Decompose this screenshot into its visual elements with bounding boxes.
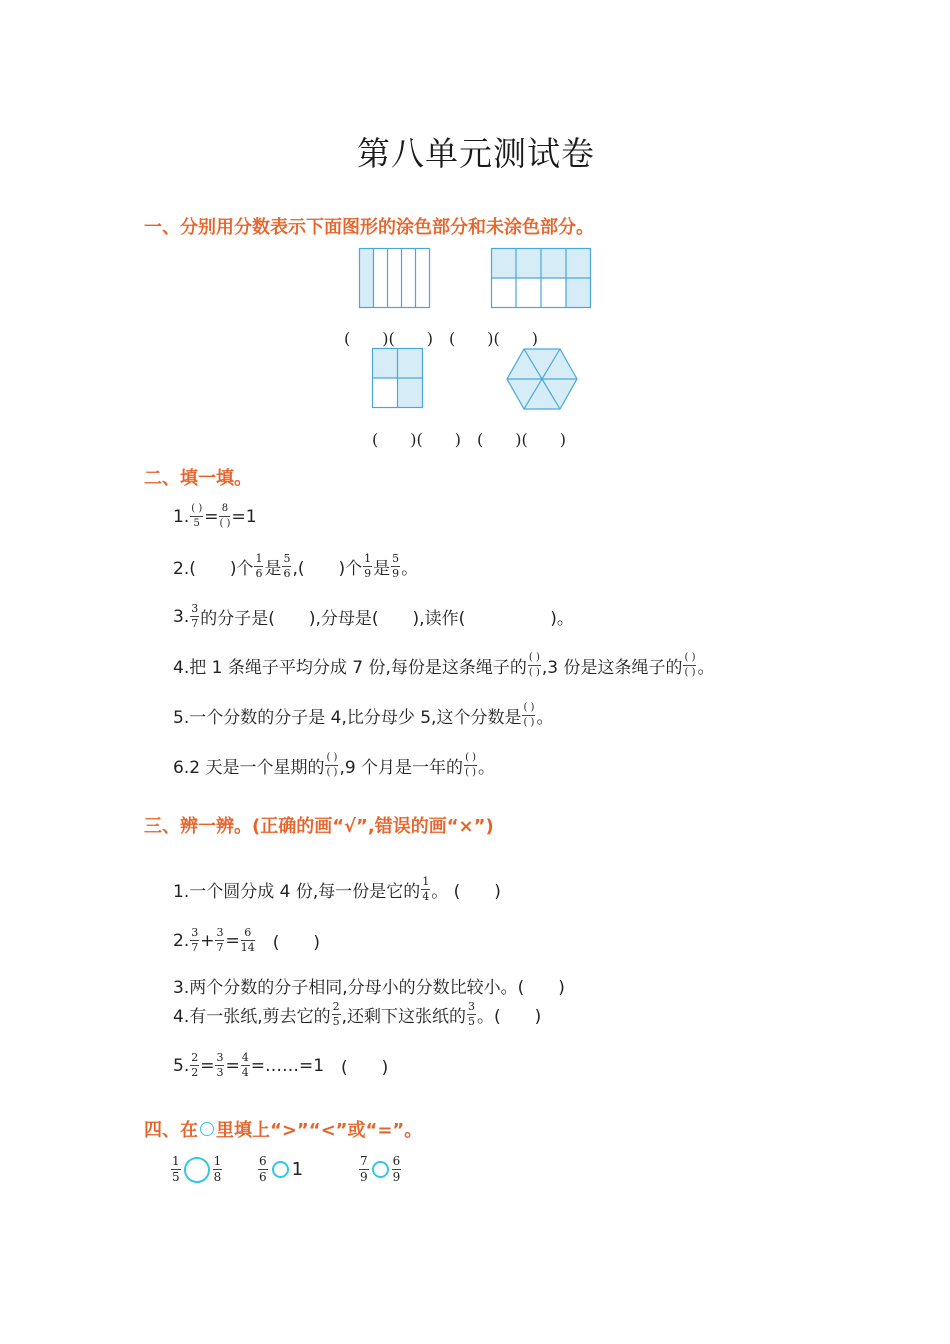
fraction: $\frac{4}{4}$ — [241, 1051, 249, 1079]
figure-hexagon — [506, 348, 578, 410]
fraction: $\frac{6}{14}$ — [240, 926, 255, 954]
figure-square-2x2 — [372, 348, 423, 408]
fraction: $\frac{1}{5}$ — [172, 1154, 180, 1184]
section-2-heading: 二、填一填。 — [144, 468, 252, 489]
fraction-blank[interactable]: $\frac{( )}{( )}$ — [684, 652, 696, 678]
fraction-blank[interactable]: $\frac{8}{( )}$ — [219, 503, 231, 529]
fraction: $\frac{3}{7}$ — [191, 926, 199, 954]
q2-item-6: 6.2 天是一个星期的 $\frac{( )}{( )}$ ,9 个月是一年的 $\frac{( )}{( )}$ 。 — [173, 752, 496, 778]
fraction: $\frac{1}{8}$ — [213, 1154, 222, 1184]
fraction-blank[interactable]: $\frac{( )}{( )}$ — [326, 752, 338, 778]
section-3-heading: 三、辨一辨。(正确的画“√”,错误的画“×”) — [144, 816, 494, 837]
q2-item-2: 2.( )个 $\frac{1}{6}$ 是 $\frac{5}{6}$ ,( )个 $\frac{1}{9}$ 是 $\frac{5}{9}$ 。 — [173, 552, 419, 580]
q3-item-1: 1.一个圆分成 4 份,每一份是它的 $\frac{1}{4}$ 。 ( ) — [173, 875, 501, 903]
fraction: $\frac{1}{6}$ — [255, 552, 263, 580]
fraction: $\frac{3}{5}$ — [468, 1000, 476, 1028]
fraction: $\frac{3}{7}$ — [191, 602, 199, 630]
fraction-blank[interactable]: $\frac{( )}{( )}$ — [465, 752, 477, 778]
compare-item-3 — [358, 1155, 402, 1184]
circle-icon — [200, 1122, 214, 1136]
q3-item-3: 3.两个分数的分子相同,分母小的分数比较小。( ) — [173, 978, 565, 998]
fraction-blank[interactable]: $\frac{( )}{( )}$ — [523, 702, 535, 728]
section-1-heading: 一、分别用分数表示下面图形的涂色部分和未涂色部分。 — [144, 217, 594, 238]
figure-vertical-strips — [359, 248, 430, 308]
section-4-heading: 四、在 里填上“>”“<”或“=”。 — [144, 1120, 423, 1141]
fraction-blank[interactable]: $\frac{( )}{( )}$ — [528, 652, 540, 678]
answer-row-1: ( )( ) ( )( ) — [344, 329, 538, 348]
q2-item-5: 5.一个分数的分子是 4,比分母少 5,这个分数是 $\frac{( )}{( )}$ 。 — [173, 702, 554, 728]
fraction: $\frac{1}{9}$ — [364, 552, 372, 580]
q2-item-4: 4.把 1 条绳子平均分成 7 份,每份是这条绳子的 $\frac{( )}{( )}$ ,3 份是这条绳子的 $\frac{( )}{( )}$ 。 — [173, 652, 715, 678]
fraction: $\frac{1}{4}$ — [422, 875, 430, 903]
fraction: $\frac{7}{9}$ — [360, 1154, 368, 1184]
q3-item-5: 5. $\frac{2}{2}$ = $\frac{3}{3}$ = $\frac{4}{4}$ =……=1 ( ) — [173, 1051, 389, 1079]
page-title: 第八单元测试卷 — [357, 134, 595, 173]
fraction: $\frac{5}{9}$ — [392, 552, 400, 580]
compare-item-1 — [170, 1155, 223, 1184]
q3-item-4: 4.有一张纸,剪去它的 $\frac{2}{5}$ ,还剩下这张纸的 $\frac{3}{5}$ 。( ) — [173, 1000, 542, 1028]
compare-circle[interactable] — [372, 1161, 389, 1178]
answer-row-2: ( )( ) ( )( ) — [372, 430, 566, 449]
q2-item-3: 3. $\frac{3}{7}$ 的分子是( ),分母是( ),读作( )。 — [173, 602, 574, 630]
compare-circle[interactable] — [272, 1161, 289, 1178]
fraction: $\frac{6}{6}$ — [259, 1154, 267, 1184]
q3-item-2: 2. $\frac{3}{7}$ + $\frac{3}{7}$ = $\frac{6}{14}$ ( ) — [173, 926, 320, 954]
strip-shaded — [360, 249, 374, 308]
fraction: $\frac{3}{3}$ — [216, 1051, 224, 1079]
figure-grid-4x2 — [491, 248, 591, 308]
q2-item-1: 1. $\frac{( )}{5}$ = $\frac{8}{( )}$ =1 — [173, 503, 257, 529]
fraction-blank[interactable]: $\frac{( )}{5}$ — [191, 503, 203, 529]
compare-item-2: $\frac{6}{6}$ 1 — [259, 1154, 304, 1184]
fraction: $\frac{3}{7}$ — [216, 926, 224, 954]
fraction: $\frac{2}{2}$ — [191, 1051, 199, 1079]
fraction: $\frac{5}{6}$ — [283, 552, 291, 580]
fraction: $\frac{6}{9}$ — [392, 1154, 401, 1184]
fraction: $\frac{2}{5}$ — [332, 1000, 340, 1028]
compare-circle[interactable] — [184, 1157, 210, 1183]
